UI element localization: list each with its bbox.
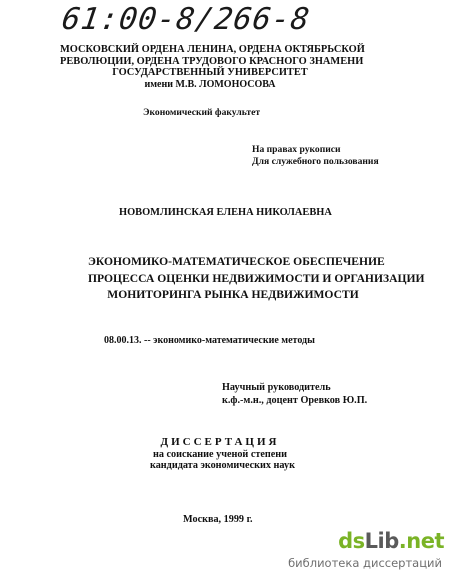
dissertation-block [150,436,295,472]
advisor-line-1: Научный руководитель [222,382,331,393]
logo-lib: Lib [364,529,399,553]
university-line-3: ГОСУДАРСТВЕННЫЙ УНИВЕРСИТЕТ [112,67,308,78]
logo-ds: ds [338,529,365,553]
title-line-2: ПРОЦЕССА ОЦЕНКИ НЕДВИЖИМОСТИ И ОРГАНИЗАЦИИ [88,271,425,285]
title-line-1: ЭКОНОМИКО-МАТЕМАТИЧЕСКОЕ ОБЕСПЕЧЕНИЕ [88,255,385,268]
city-year: Москва, 1999 г. [183,514,253,525]
faculty-name: Экономический факультет [143,107,261,118]
university-line-4: имени М.В. ЛОМОНОСОВА [144,78,276,90]
watermark-tagline: библиотека диссертаций [288,556,442,570]
rights-line-2: Для служебного пользования [252,156,379,167]
watermark-logo [338,529,444,553]
watermark [274,529,444,577]
advisor-line-2: к.ф.-м.н., доцент Оревков Ю.П. [222,394,368,406]
dissertation-line-1: на соискание ученой степени [152,448,288,460]
rights-line-1: На правах рукописи [252,144,341,155]
scientific-advisor [222,382,367,407]
rights-notice [252,144,379,168]
handwritten-archive-code: 61:00-8/266-8 [59,2,313,37]
university-line-2: РЕВОЛЮЦИИ, ОРДЕНА ТРУДОВОГО КРАСНОГО ЗНАМЕНИ [60,55,364,67]
dissertation-line-2: кандидата экономических наук [150,460,295,471]
university-line-1: МОСКОВСКИЙ ОРДЕНА ЛЕНИНА, ОРДЕНА ОКТЯБРЬСКОЙ [60,44,365,55]
author-name: НОВОМЛИНСКАЯ ЕЛЕНА НИКОЛАЕВНА [119,207,332,218]
specialty-code: 08.00.13. -- экономико-математические методы [104,335,315,346]
dissertation-heading: ДИССЕРТАЦИЯ [160,436,280,448]
dissertation-title [88,254,425,304]
title-line-3: МОНИТОРИНГА РЫНКА НЕДВИЖИМОСТИ [107,288,359,301]
logo-net: .net [398,529,444,553]
university-name [60,44,365,90]
